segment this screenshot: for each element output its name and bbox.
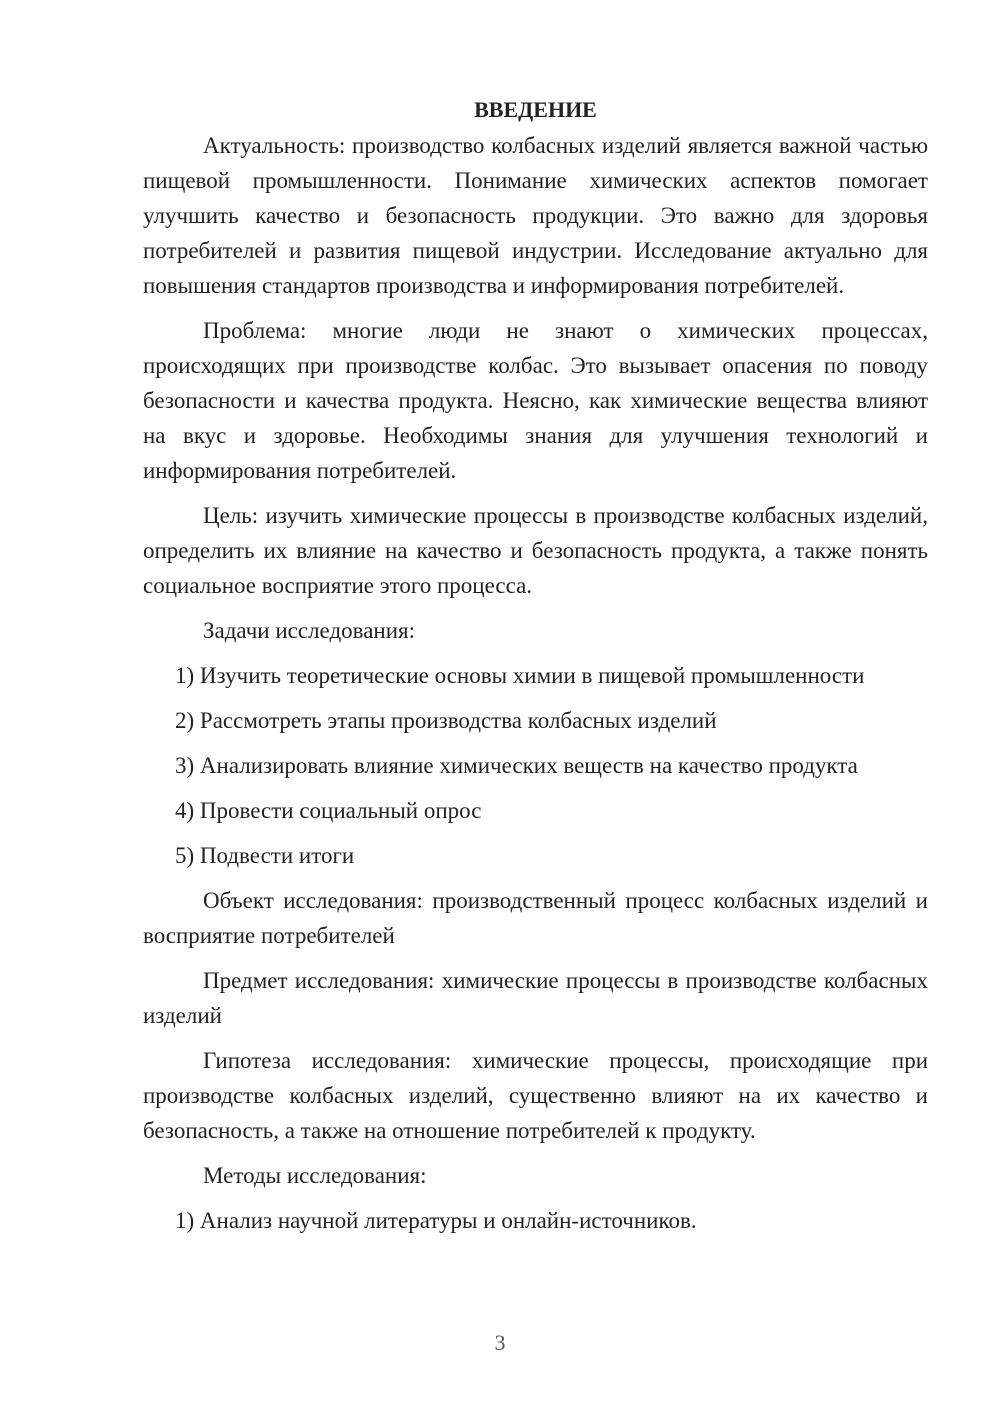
methods-list (143, 1203, 928, 1238)
task-item-2: 2) Рассмотреть этапы производства колбасных изделий (175, 708, 717, 733)
methods-heading: Методы исследования: (203, 1163, 427, 1188)
object-paragraph: Объект исследования: производственный процесс колбасных изделий и восприятие потребителей (143, 888, 928, 948)
method-item-1: 1) Анализ научной литературы и онлайн-источников. (175, 1208, 697, 1233)
page-content (143, 92, 928, 1248)
task-item-5: 5) Подвести итоги (175, 843, 355, 868)
subject-paragraph: Предмет исследования: химические процессы в производстве колбасных изделий (143, 968, 928, 1028)
task-item-1: 1) Изучить теоретические основы химии в пищевой промышленности (175, 663, 865, 688)
tasks-heading: Задачи исследования: (203, 618, 416, 643)
task-item-3: 3) Анализировать влияние химических веществ на качество продукта (175, 753, 858, 778)
section-title: ВВЕДЕНИЕ (474, 97, 597, 122)
task-item-4: 4) Провести социальный опрос (175, 798, 482, 823)
goal-paragraph: Цель: изучить химические процессы в производстве колбасных изделий, определить их влияние на качество и безопасность продукта, а также понять социальное восприятие этого процесса. (143, 503, 928, 598)
relevance-paragraph: Актуальность: производство колбасных изделий является важной частью пищевой промышленности. Понимание химических аспектов помогает улучшить качество и безопасность продукции. Это важно для здоровья потребителей и развития пищевой индустрии. Исследование актуально для повышения стандартов производства и информирования потребителей. (143, 133, 928, 298)
problem-paragraph: Проблема: многие люди не знают о химических процессах, происходящих при производстве колбас. Это вызывает опасения по поводу безопасности и качества продукта. Неясно, как химические вещества влияют на вкус и здоровье. Необходимы знания для улучшения технологий и информирования потребителей. (143, 318, 928, 483)
hypothesis-paragraph: Гипотеза исследования: химические процессы, происходящие при производстве колбасных изделий, существенно влияют на их качество и безопасность, а также на отношение потребителей к продукту. (143, 1048, 928, 1143)
page-number: 3 (494, 1330, 506, 1355)
tasks-list (143, 658, 928, 873)
